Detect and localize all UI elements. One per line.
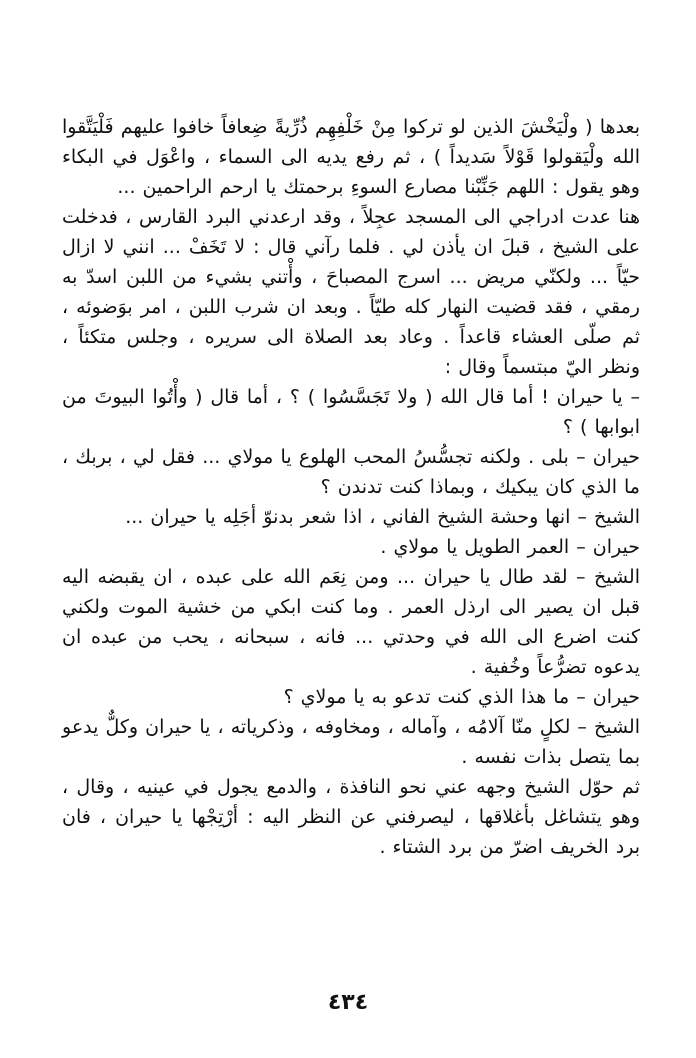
paragraph-7: الشيخ – لقد طال يا حيران ... ومن نِعَم الله على عبده ، ان يقبضه اليه قبل ان يصير الى ارذل العمر . وما كنت ابكي من خشية الموت ولكني كنت اضرع الى الله في وحدتي ... فانه ، سبحانه ، يحب من عبده ان يدعوه تضرُّعاً وخُفية . bbox=[62, 566, 640, 678]
paragraph-9: الشيخ – لكلٍ منّا آلامُه ، وآماله ، ومخاوفه ، وذكرياته ، يا حيران وكلٌّ يدعو بما يتصل بذات نفسه . bbox=[62, 716, 640, 768]
page-body-text bbox=[62, 112, 640, 862]
paragraph-2: هنا عدت ادراجي الى المسجد عجِلاً ، وقد ارعدني البرد القارس ، فدخلت على الشيخ ، قبلَ ان يأذن لي . فلما رآني قال : لا تَخَفْ ... انني لا ازال حيّاً ... ولكنّي مريض ... اسرج المصباحَ ، وأْتني بشيء من اللبن اسدّ به رمقي ، فقد قضيت النهار كله طيّاً . وبعد ان شرب اللبن ، امر بوَضوئه ، ثم صلّى العشاء قاعداً . وعاد بعد الصلاة الى سريره ، وجلس متكئاً ، ونظر اليّ مبتسماً وقال : bbox=[62, 206, 640, 378]
paragraph-10: ثم حوّل الشيخ وجهه عني نحو النافذة ، والدمع يجول في عينيه ، وقال ، وهو يتشاغل بأغلاقها ، ليصرفني عن النظر اليه : أرْتِجْها يا حيران ، فان برد الخريف اضرّ من برد الشتاء . bbox=[62, 776, 640, 858]
paragraph-6: حيران – العمر الطويل يا مولاي . bbox=[380, 536, 640, 558]
paragraph-8: حيران – ما هذا الذي كنت تدعو به يا مولاي ؟ bbox=[283, 686, 640, 708]
paragraph-4: حيران – بلى . ولكنه تجسُّسُ المحب الهلوع يا مولاي ... فقل لي ، بربك ، ما الذي كان يبكيك ، وبماذا كنت تدندن ؟ bbox=[62, 446, 640, 498]
paragraph-1: بعدها ( ولْيَخْشَ الذين لو تركوا مِنْ خَلْفِهِم ذُرِّيةً ضِعافاً خافوا عليهم فَلْيَتَّقوا الله ولْيَقولوا قَوْلاً سَديداً ) ، ثم رفع يديه الى السماء ، واعْوَل في البكاء وهو يقول : اللهم جَنِّبْنا مصارع السوءِ برحمتك يا ارحم الراحمين ... bbox=[62, 116, 640, 198]
paragraph-3: – يا حيران ! أما قال الله ( ولا تَجَسَّسُوا ) ؟ ، أما قال ( وأْتُوا البيوتَ من ابوابها ) ؟ bbox=[62, 386, 640, 438]
paragraph-5: الشيخ – انها وحشة الشيخ الفاني ، اذا شعر بدنوّ أجَلِه يا حيران ... bbox=[125, 506, 640, 528]
page-number: ٤٣٤ bbox=[327, 990, 369, 1015]
